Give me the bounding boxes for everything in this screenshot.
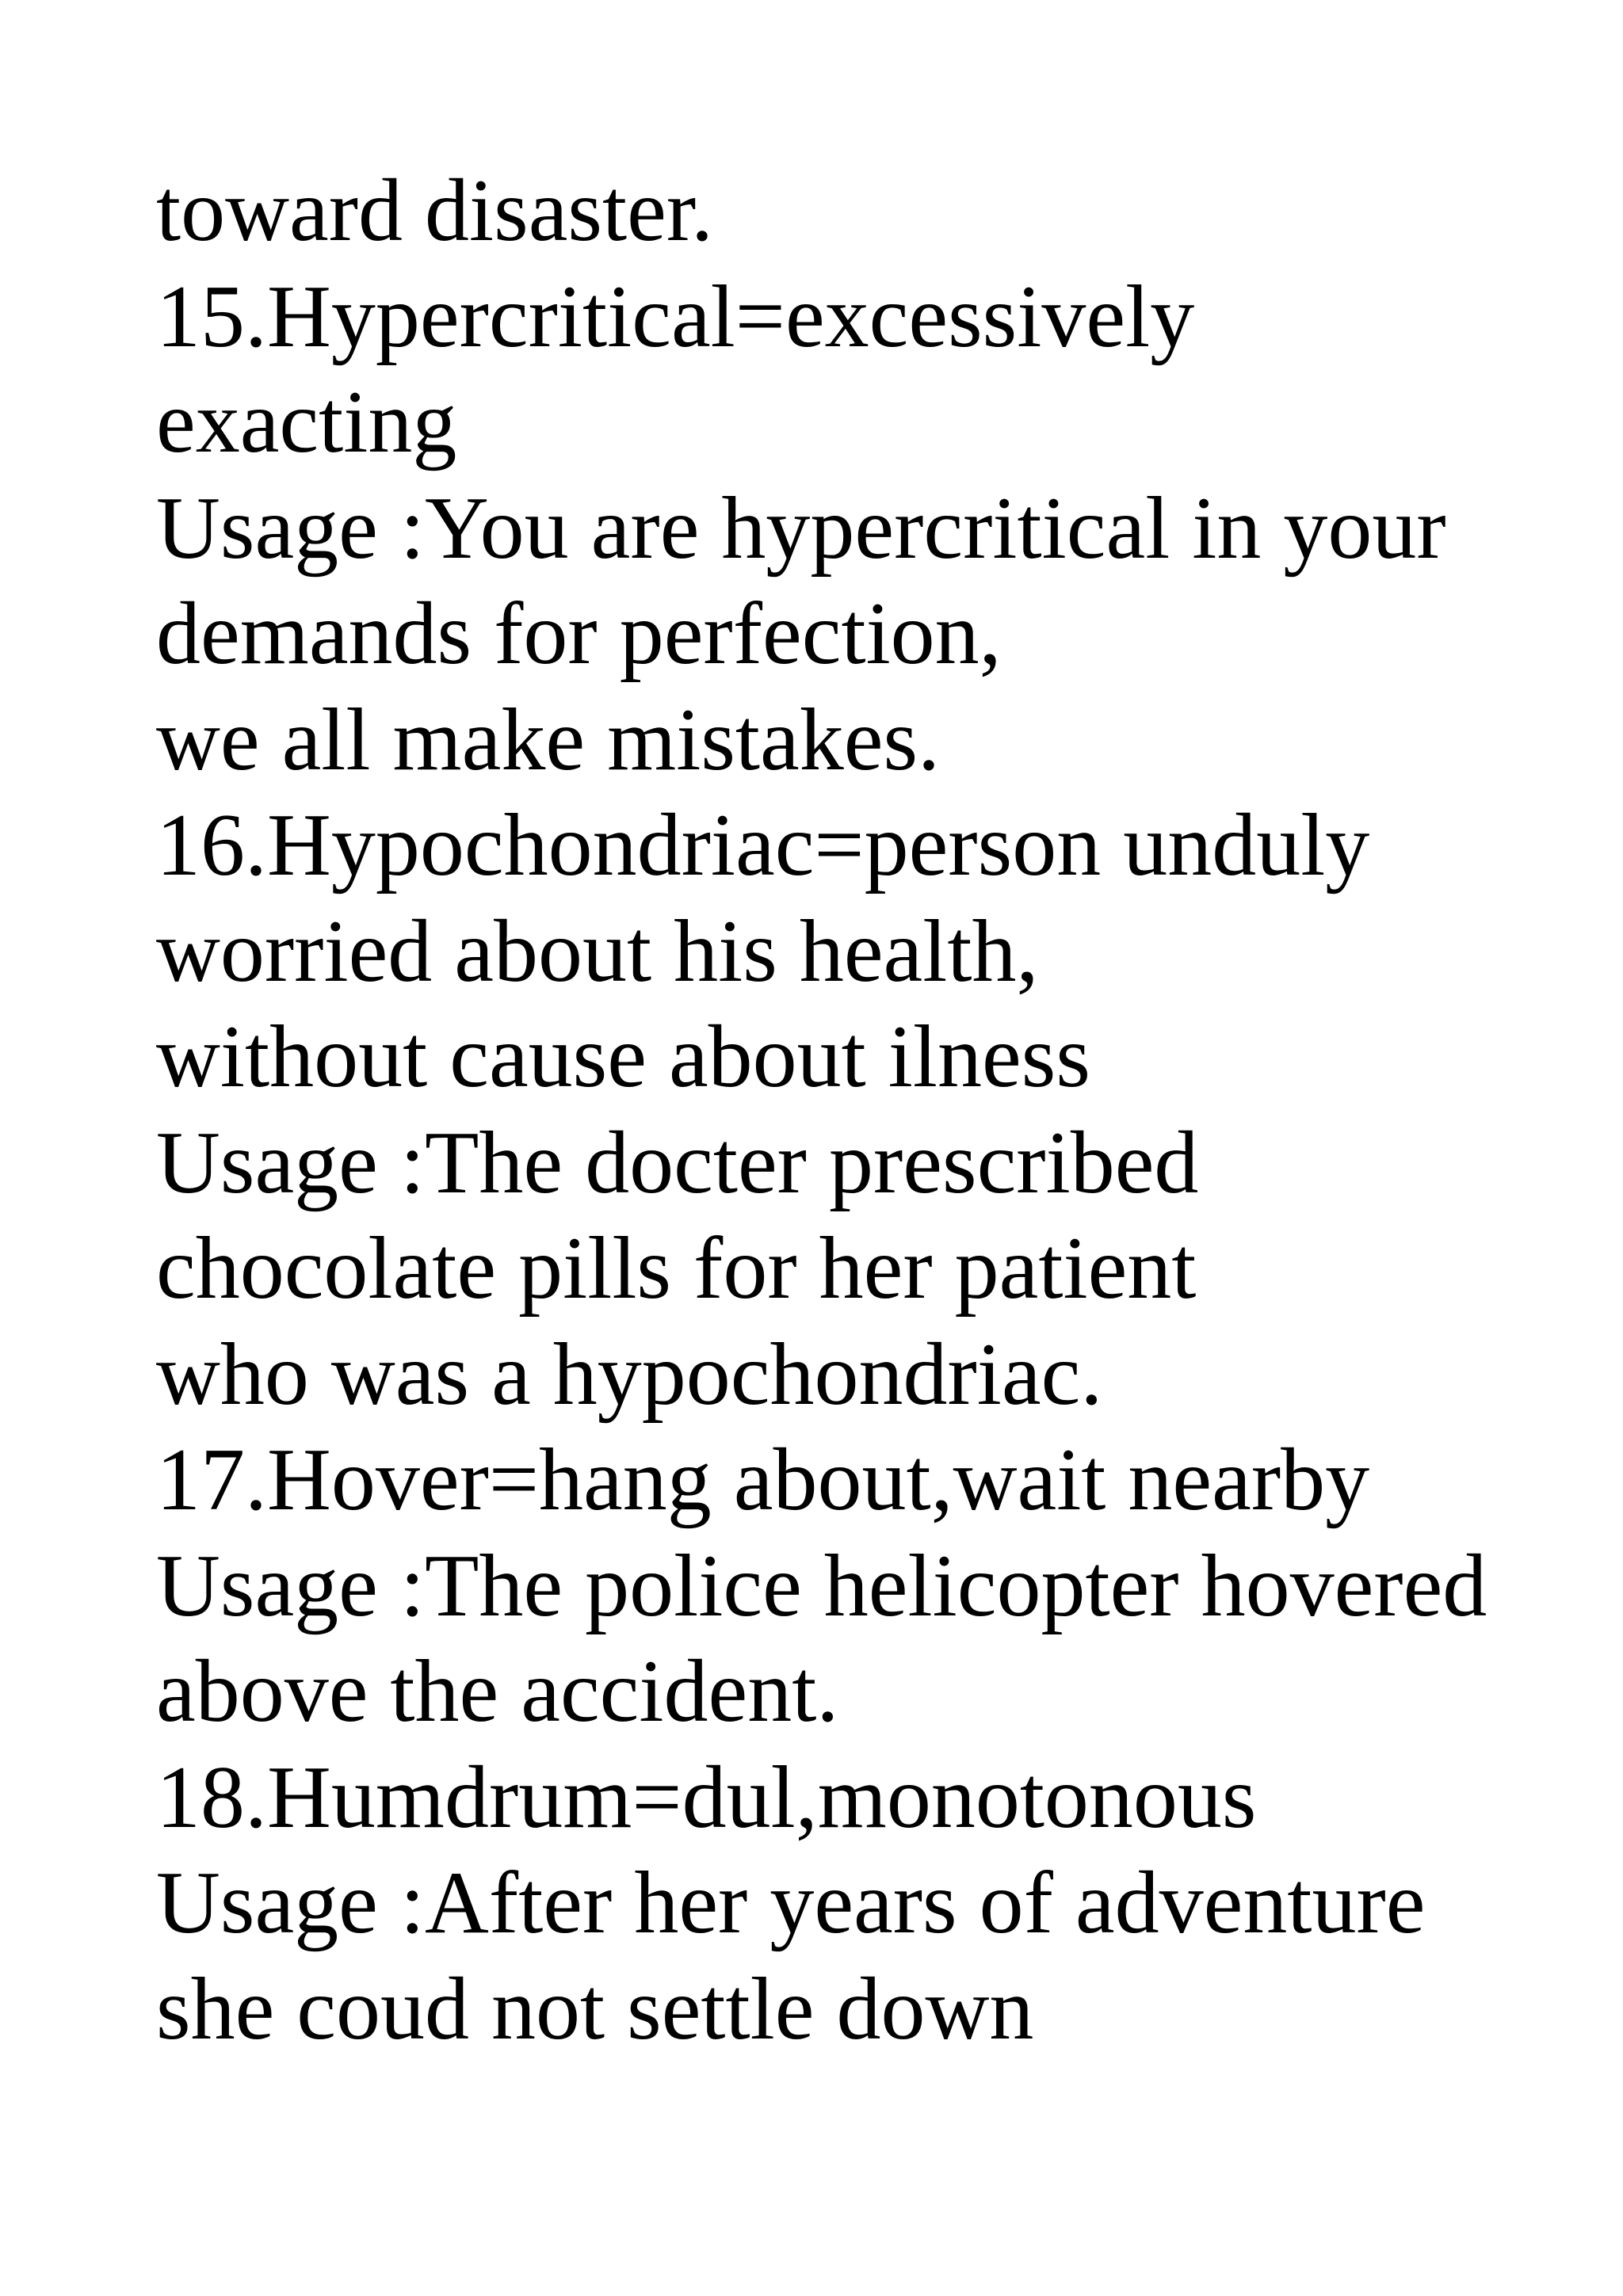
- usage-line: Usage :After her years of adventure: [156, 1854, 1426, 1952]
- text-line: chocolate pills for her patient: [156, 1219, 1197, 1318]
- vocabulary-text: [156, 158, 1598, 2062]
- text-line: toward disaster.: [156, 162, 713, 260]
- text-line: demands for perfection,: [156, 585, 1002, 683]
- text-line: exacting: [156, 373, 457, 471]
- entry-heading-hypercritical: 15.Hypercritical=excessively: [156, 267, 1195, 366]
- entry-heading-humdrum: 18.Humdrum=dul,monotonous: [156, 1748, 1257, 1847]
- text-line: worried about his health,: [156, 902, 1039, 1001]
- text-line: she coud not settle down: [156, 1959, 1034, 2058]
- usage-line: Usage :The police helicopter hovered: [156, 1536, 1487, 1635]
- text-line: above the accident.: [156, 1642, 839, 1741]
- entry-heading-hover: 17.Hover=hang about,wait nearby: [156, 1431, 1370, 1529]
- usage-line: Usage :You are hypercritical in your: [156, 479, 1446, 578]
- usage-line: Usage :The docter prescribed: [156, 1113, 1199, 1212]
- text-line: we all make mistakes.: [156, 690, 941, 789]
- text-line: without cause about ilness: [156, 1008, 1090, 1106]
- entry-heading-hypochondriac: 16.Hypochondriac=person unduly: [156, 796, 1370, 894]
- text-line: who was a hypochondriac.: [156, 1325, 1103, 1424]
